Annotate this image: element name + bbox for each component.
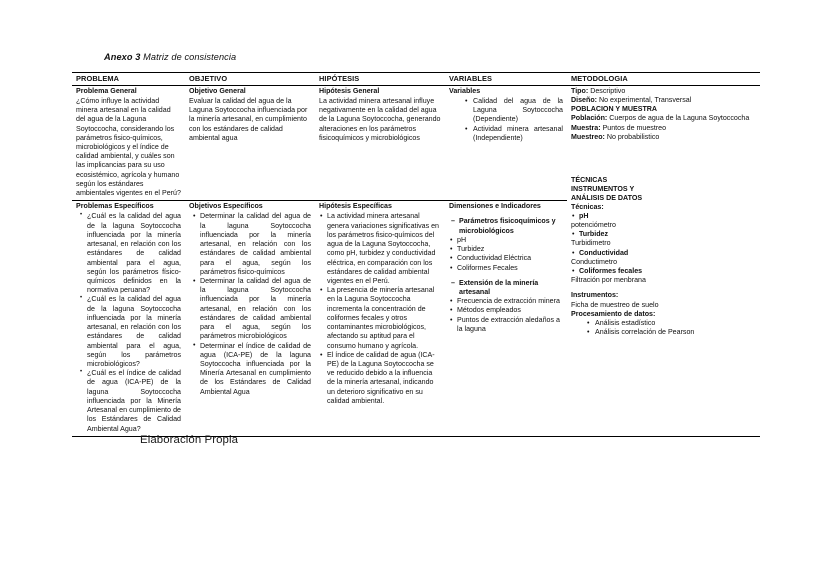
tecnica-name: Conductividad (579, 248, 629, 257)
dimension-group-name-wrap (449, 279, 563, 297)
metodologia-muestreo (571, 133, 756, 142)
list-item: • pH (457, 236, 563, 245)
problemas-especificos-title: Problemas Específicos (76, 202, 154, 211)
variables-list (449, 97, 563, 143)
cell-metodologia (567, 85, 760, 436)
instrumentos-value: Ficha de muestreo de suelo (571, 300, 659, 309)
poblacion-muestra-title (571, 105, 756, 114)
instrumentos-label-text: Instrumentos: (571, 291, 619, 300)
list-item: • Turbidez (457, 245, 563, 254)
list-item: • Determinar el índice de calidad de agua (ICA-PE) de la laguna Soytoccocha influenciada por la Minería Artesanal en cumplimiento de los Estándares de Calidad Ambiental Agua (200, 342, 311, 397)
metodologia-tipo-label: Tipo: (571, 86, 589, 95)
tecnicas-list (571, 249, 756, 258)
metodologia-muestreo-label: Muestreo: (571, 132, 605, 141)
objetivo-general-title: Objetivo General (189, 86, 246, 95)
tecnica-method: Conductimetro (571, 257, 618, 266)
metodologia-tipo (571, 87, 756, 96)
cell-hipotesis-especificas (315, 201, 445, 436)
caption-label: Anexo 3 (104, 52, 141, 62)
metodologia-tipo-value: Descriptivo (590, 86, 626, 95)
hipotesis-general-title: Hipótesis General (319, 86, 380, 95)
tecnicas-label-text: Técnicas: (571, 202, 604, 211)
metodologia-muestra-value: Puntos de muestreo (602, 123, 667, 132)
tecnicas-heading-line-2: INSTRUMENTOS Y (571, 184, 635, 193)
list-item (579, 249, 756, 258)
dimension-group (449, 217, 563, 272)
metodologia-muestra-label: Muestra: (571, 123, 601, 132)
metodologia-poblacion (571, 114, 756, 123)
cell-dimensiones-indicadores (445, 201, 567, 436)
caption-text: Matriz de consistencia (143, 52, 237, 62)
metodologia-diseno (571, 96, 756, 105)
list-item: • Calidad del agua de la Laguna Soytoccocha (Dependiente) (473, 97, 563, 125)
procesamiento-list (571, 319, 756, 337)
tecnicas-list (571, 267, 756, 276)
metodologia-muestra (571, 124, 756, 133)
list-item: • ¿Cuál es la calidad del agua de la laguna Soytoccocha influenciada por la minería artesanal, en relación con los estándares de calidad ambiental para el agua, según los parámetros microbiológicos? (87, 295, 181, 369)
instrumentos-label (571, 291, 756, 300)
list-item: • Análisis estadístico (595, 319, 756, 328)
tecnicas-list (571, 230, 756, 239)
objetivos-especificos-title: Objetivos Específicos (189, 202, 263, 211)
tecnica-method: potenciómetro (571, 220, 616, 229)
tecnicas-heading (571, 176, 756, 203)
tecnicas-heading-line-3: ANÁLISIS DE DATOS (571, 193, 643, 202)
procesamiento-label-text: Procesamiento de datos: (571, 309, 656, 318)
cell-variables-general (445, 85, 567, 201)
hipotesis-especificas-title: Hipótesis Específicas (319, 202, 392, 211)
dimension-indicator-list (449, 297, 563, 334)
table-row-general (72, 85, 760, 201)
metodologia-poblacion-label: Población: (571, 114, 608, 123)
list-item: • Análisis correlación de Pearson (595, 328, 756, 337)
tecnica-method: Filtración por menbrana (571, 276, 646, 285)
list-item: • Actividad minera artesanal (Independiente) (473, 125, 563, 143)
tecnica-name: pH (579, 211, 589, 220)
header-metodologia: METODOLOGIA (567, 73, 760, 86)
list-item: • La actividad minera artesanal genera variaciones significativas en los parámetros fisico-químicos del agua de la Laguna Soytoccocha, como pH, turbidez y conductividad eléctrica, en comparación con los estándares de calidad ambiental vigentes en el Perú. (327, 212, 441, 286)
list-item (579, 212, 756, 221)
procesamiento-label (571, 310, 756, 319)
table-header-row (72, 73, 760, 86)
figure-source-note: Elaboración Propia (140, 434, 239, 446)
metodologia-poblacion-value: Cuerpos de agua de la Laguna Soytoccocha (609, 114, 750, 123)
list-item: • ¿Cuál es la calidad del agua de la laguna Soytoccocha influenciada por la minería artesanal, en relación con los estándares de calidad ambiental para el agua, según los parámetros físico-químicos definidos en la normativa peruana? (87, 212, 181, 295)
list-item: • Métodos empleados (457, 306, 563, 315)
list-item: • El índice de calidad de agua (ICA-PE) de la Laguna Soytoccocha se ve reducido debido a la influencia de la minería artesanal, indicando un deterioro significativo en su calidad ambiental. (327, 351, 441, 406)
dimension-group-name-wrap (449, 217, 563, 235)
instrumentos-block (571, 291, 756, 337)
cell-hipotesis-general (315, 85, 445, 201)
tecnica-method: Turbidimetro (571, 239, 611, 248)
dimension-group (449, 279, 563, 334)
hipotesis-general-body: La actividad minera artesanal influye negativamente en la calidad del agua de la Laguna Soytoccocha, generando alteraciones en los parámetros fisicoquímicos y microbiológicos (319, 96, 441, 142)
list-item: • Determinar la calidad del agua de la laguna Soytoccocha influenciada por la minería artesanal, en relación con los estándares de calidad ambiental para el agua, según los parámetros microbiológicos (200, 277, 311, 342)
list-item: • ¿Cuál es el índice de calidad de agua (ICA-PE) de la laguna Soytoccocha influenciada por la Minería Artesanal en cumplimiento de los Estándares de Calidad Ambiental Agua? (87, 369, 181, 434)
tecnicas-label (571, 203, 756, 212)
list-item: • Conductividad Eléctrica (457, 254, 563, 263)
tecnica-name: Coliformes fecales (579, 267, 643, 276)
dimension-indicator-list (449, 236, 563, 273)
metodologia-diseno-value: No experimental, Transversal (599, 95, 692, 104)
metodologia-diseno-label: Diseño: (571, 95, 598, 104)
header-objetivo: OBJETIVO (185, 73, 315, 86)
list-item: • Coliformes Fecales (457, 264, 563, 273)
problemas-especificos-list (76, 212, 181, 433)
table-caption (104, 52, 236, 62)
header-problema: PROBLEMA (72, 73, 185, 86)
list-item: • Frecuencia de extracción minera (457, 297, 563, 306)
header-hipotesis: HIPÓTESIS (315, 73, 445, 86)
hipotesis-especificas-list (319, 212, 441, 406)
cell-problema-general (72, 85, 185, 201)
metodologia-muestreo-value: No probabilistico (606, 132, 660, 141)
consistency-matrix-table (72, 72, 760, 437)
dimensiones-title: Dimensiones e Indicadores (449, 202, 541, 211)
poblacion-muestra-title-text: POBLACION Y MUESTRA (571, 105, 658, 114)
problema-general-body: ¿Cómo influye la actividad minera artesanal en la calidad del agua de la Laguna Soytoccocha, considerando los parámetros fisico-químicos, microbiológicos y el índice de calidad ambiental, y cuáles son las implicancias para su uso ecosistémico, agrícola y humano según los estándares ambientales vigentes en el Perú? (76, 96, 181, 198)
cell-problemas-especificos (72, 201, 185, 436)
objetivos-especificos-list (189, 212, 311, 396)
tecnicas-list (571, 212, 756, 221)
header-variables: VARIABLES (445, 73, 567, 86)
tecnica-name: Turbidez (579, 230, 609, 239)
list-item: • Puntos de extracción aledaños a la laguna (457, 316, 563, 334)
cell-objetivo-general (185, 85, 315, 201)
list-item (579, 230, 756, 239)
problema-general-title: Problema General (76, 86, 137, 95)
dimension-group-name: – Extensión de la minería artesanal (459, 279, 563, 297)
dimension-group-name: – Parámetros fisicoquímicos y microbiológicos (459, 217, 563, 235)
objetivo-general-body: Evaluar la calidad del agua de la Laguna Soytoccocha influenciada por la minería artesanal, en cumplimiento con los estándares de calidad ambiental agua (189, 96, 308, 142)
list-item: • Determinar la calidad del agua de la laguna Soytoccocha influenciada por la minería artesanal, en relación con los estándares de calidad ambiental para el agua, según los parámetros fisico-químicos (200, 212, 311, 277)
variables-title: Variables (449, 86, 481, 95)
metodologia-spacer (571, 142, 756, 176)
list-item: • La presencia de minería artesanal en la Laguna Soytoccocha incrementa la concentración de coliformes fecales y otros contaminantes microbiológicos, afectando su aptitud para el consumo humano y agrícola. (327, 286, 441, 351)
tecnicas-heading-line-1: TÉCNICAS (571, 175, 608, 184)
list-item (579, 267, 756, 276)
cell-objetivos-especificos (185, 201, 315, 436)
